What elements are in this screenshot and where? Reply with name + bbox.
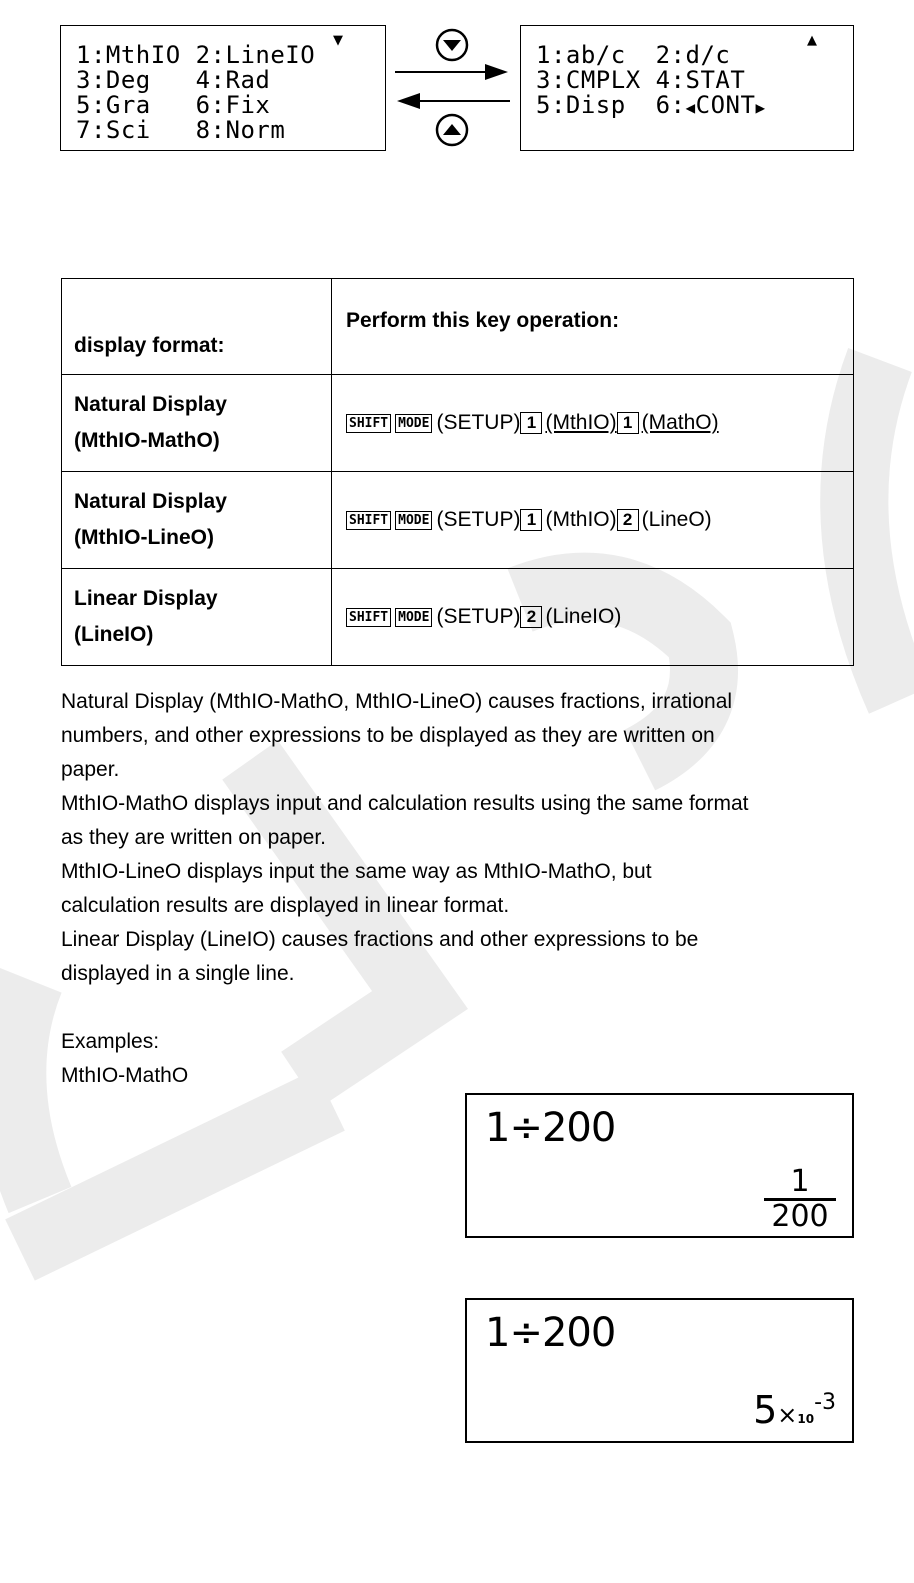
number-key: 2: [520, 606, 542, 628]
setup-menu-row: 7:Sci 8:Norm: [76, 116, 286, 144]
up-cursor-key-icon: [437, 115, 467, 145]
example-mode-label: MthIO-MathO: [61, 1064, 189, 1087]
setup-screen-page-1: [60, 25, 386, 151]
number-key: 1: [520, 412, 542, 434]
setup-menu-row: 3:Deg 4:Rad: [76, 66, 271, 94]
more-down-indicator-icon: ▼: [333, 33, 344, 48]
fraction-numerator: 1: [790, 1164, 810, 1199]
result-mantissa: 5: [753, 1388, 778, 1432]
format-cell: [62, 375, 332, 472]
format-cell: [62, 472, 332, 569]
format-name: Natural Display: [74, 393, 227, 416]
format-name: Linear Display: [74, 587, 218, 610]
scientific-result: [753, 1388, 836, 1432]
setup-menu-row: 3:CMPLX 4:STAT: [536, 66, 746, 94]
left-triangle-icon: ◀: [685, 98, 696, 117]
description-text: [61, 685, 861, 1093]
text-line: paper.: [61, 758, 120, 781]
setup-menu-row: 1:ab/c 2:d/c: [536, 41, 731, 69]
examples-label: Examples:: [61, 1030, 160, 1053]
format-cell: [62, 569, 332, 666]
key-label: (MthIO): [545, 411, 617, 434]
text-line: MthIO-LineO displays input the same way as MthIO-MathO, but: [61, 860, 652, 883]
text-line: calculation results are displayed in linear format.: [61, 894, 510, 917]
key-label: (MathO): [641, 411, 719, 434]
key-label: (LineO): [641, 508, 712, 531]
text-line: Linear Display (LineIO) causes fractions and other expressions to be: [61, 928, 699, 951]
table-row: [62, 375, 854, 472]
more-up-indicator-icon: ▲: [807, 33, 818, 48]
header-display-format: display format:: [62, 279, 332, 375]
setup-screen-page-2: [520, 25, 854, 151]
number-key: 1: [617, 412, 639, 434]
text-line: Natural Display (MthIO-MathO, MthIO-LineO) causes fractions, irrational: [61, 690, 733, 713]
example-screen-scientific: [465, 1298, 854, 1443]
mode-key: MODE: [395, 414, 432, 433]
format-mode: (LineIO): [74, 623, 154, 646]
text-line: displayed in a single line.: [61, 962, 295, 985]
key-operation-cell: [332, 375, 854, 472]
left-arrow-icon: [397, 93, 510, 109]
text-line: numbers, and other expressions to be displayed as they are written on: [61, 724, 715, 747]
key-operation-cell: [332, 569, 854, 666]
table-row: [62, 569, 854, 666]
screen-navigation-arrows: [390, 25, 520, 153]
key-label: (MthIO): [545, 508, 617, 531]
setup-menu-row: 5:Disp 6:◀CONT▶: [536, 91, 766, 119]
fraction-result: [764, 1164, 836, 1234]
input-expression: 1÷200: [485, 1105, 616, 1151]
format-mode: (MthIO-LineO): [74, 526, 214, 549]
right-triangle-icon: ▶: [755, 98, 766, 117]
right-arrow-icon: [395, 64, 508, 80]
display-format-table: [61, 278, 854, 666]
result-times: ×: [777, 1401, 798, 1429]
example-screen-fraction: [465, 1093, 854, 1238]
setup-label: (SETUP): [436, 605, 521, 628]
result-base: 10: [797, 1412, 815, 1426]
format-mode: (MthIO-MathO): [74, 429, 220, 452]
header-key-operation: Perform this key operation:: [332, 279, 854, 375]
setup-menu-row: 5:Gra 6:Fix: [76, 91, 271, 119]
setup-label: (SETUP): [436, 411, 521, 434]
result-exponent: -3: [814, 1390, 836, 1415]
key-operation-cell: [332, 472, 854, 569]
table-row: [62, 472, 854, 569]
shift-key: SHIFT: [346, 511, 391, 530]
shift-key: SHIFT: [346, 414, 391, 433]
setup-menu-row: 1:MthIO 2:LineIO: [76, 41, 316, 69]
table-header-row: [62, 279, 854, 375]
input-expression: 1÷200: [485, 1310, 616, 1356]
number-key: 2: [617, 509, 639, 531]
text-line: MthIO-MathO displays input and calculation results using the same format: [61, 792, 749, 815]
key-label: (LineIO): [545, 605, 622, 628]
mode-key: MODE: [395, 608, 432, 627]
shift-key: SHIFT: [346, 608, 391, 627]
setup-label: (SETUP): [436, 508, 521, 531]
fraction-denominator: 200: [771, 1199, 829, 1234]
setup-menu-cont: CONT: [695, 91, 756, 119]
format-name: Natural Display: [74, 490, 227, 513]
down-cursor-key-icon: [437, 30, 467, 60]
number-key: 1: [520, 509, 542, 531]
mode-key: MODE: [395, 511, 432, 530]
text-line: as they are written on paper.: [61, 826, 326, 849]
